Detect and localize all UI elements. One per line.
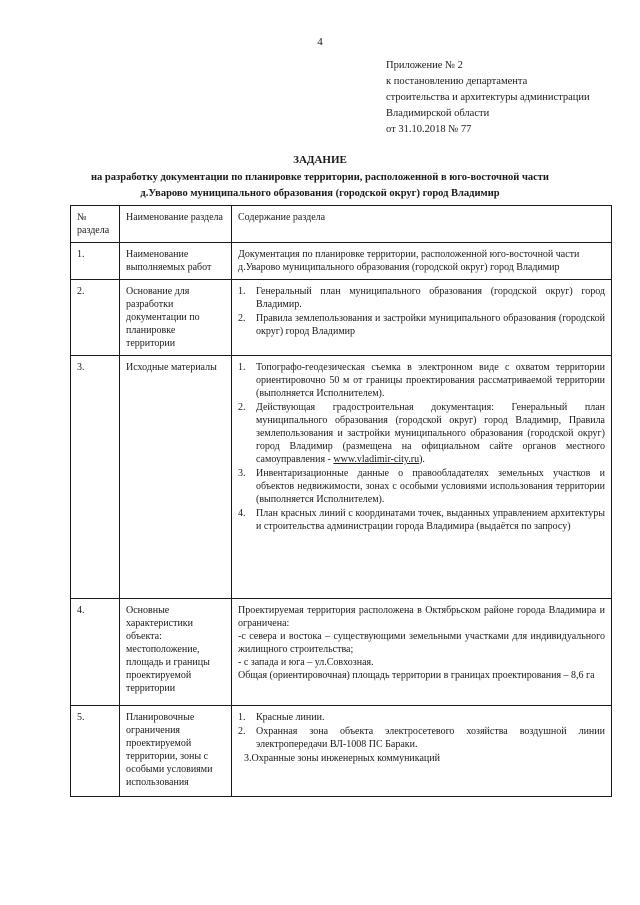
header-name: Наименование раздела	[120, 206, 232, 243]
list-item: 2. Действующая градостроительная документация: Генеральный план муниципального образования (городской округ) город Владимир, Правила землепользования и застройки муниципального образования (городской округ) город Владимир (размещена на официальном сайте органов местного самоуправления - www.vladimir-city.ru).	[238, 402, 605, 465]
appendix-line: к постановлению департамента	[386, 76, 528, 87]
content-line: Общая (ориентировочная) площадь территории в границах проектирования – 8,6 га	[238, 670, 595, 681]
table-row	[71, 706, 612, 797]
row-num: 5.	[71, 706, 120, 797]
list-item: 3. Инвентаризационные данные о правообладателях земельных участков и объектов недвижимости, зонах с особыми условиями использования территории (выполняется Исполнителем).	[238, 468, 605, 505]
table-row	[71, 243, 612, 280]
row-name: Основные характеристики объекта: местоположение, площадь и границы проектируемой территории	[120, 599, 232, 706]
subtitle-line: на разработку документации по планировке территории, расположенной в юго-восточной части	[91, 172, 549, 183]
content-line: -с севера и востока – существующими земельными участками для индивидуального жилищного строительства;	[238, 631, 605, 655]
content-list	[238, 285, 605, 338]
list-item: 2. Правила землепользования и застройки муниципального образования (городской округ) город Владимир	[238, 313, 605, 337]
row-content: Документация по планировке территории, расположенной юго-восточной части д.Уварово муниципального образования (городской округ) город Владимир	[232, 243, 612, 280]
task-table	[70, 205, 612, 797]
table-header-row	[71, 206, 612, 243]
content-line: - с запада и юга – ул.Совхозная.	[238, 657, 374, 668]
document-title: ЗАДАНИЕ	[293, 154, 347, 166]
page-number: 4	[317, 36, 323, 48]
content-list	[238, 711, 605, 751]
row-name: Планировочные ограничения проектируемой территории, зоны с особыми условиями использования	[120, 706, 232, 797]
row-name: Наименование выполняемых работ	[120, 243, 232, 280]
list-item: 1. Топографо-геодезическая съемка в электронном виде с охватом территории ориентировочно 50 м от границы проектирования рассматриваемой территории (выполняется Исполнителем).	[238, 362, 605, 399]
list-item-text: Действующая градостроительная документация: Генеральный план муниципального образования (городской округ) город Владимир, Правила землепользования и застройки муниципального образования (городской округ) город Владимир (размещена на официальном сайте органов местного самоуправления -	[256, 402, 605, 465]
list-item-end: ).	[419, 454, 425, 465]
header-content: Содержание раздела	[232, 206, 612, 243]
table-row	[71, 356, 612, 599]
appendix-line: Владимирской области	[386, 108, 490, 119]
content-line: Проектируемая территория расположена в Октябрьском районе города Владимира и ограничена:	[238, 605, 605, 629]
appendix-line: строительства и архитектуры администрации	[386, 92, 590, 103]
appendix-block	[386, 58, 626, 138]
row-num: 1.	[71, 243, 120, 280]
row-name: Исходные материалы	[120, 356, 232, 599]
row-content	[232, 280, 612, 356]
row-name: Основание для разработки документации по планировке территории	[120, 280, 232, 356]
list-item: 1. Красные линии.	[238, 712, 325, 723]
appendix-line: от 31.10.2018 № 77	[386, 124, 472, 135]
row-content	[232, 706, 612, 797]
row-content	[232, 356, 612, 599]
document-subtitle	[0, 170, 640, 202]
list-item: 1. Генеральный план муниципального образования (городской округ) город Владимир.	[238, 286, 605, 310]
table-row	[71, 280, 612, 356]
row-num: 4.	[71, 599, 120, 706]
row-content	[232, 599, 612, 706]
row-num: 3.	[71, 356, 120, 599]
subtitle-line: д.Уварово муниципального образования (городской округ) город Владимир	[140, 188, 500, 199]
list-item: 2. Охранная зона объекта электросетевого хозяйства воздушной линии электропередачи ВЛ-1008 ПС Бараки.	[238, 726, 605, 750]
appendix-line: Приложение № 2	[386, 60, 463, 71]
website-link[interactable]: www.vladimir-city.ru	[333, 454, 420, 465]
content-list	[238, 361, 605, 533]
table-row	[71, 599, 612, 706]
header-num: № раздела	[71, 206, 120, 243]
row-num: 2.	[71, 280, 120, 356]
content-line: 3.Охранные зоны инженерных коммуникаций	[244, 753, 440, 764]
list-item: 4. План красных линий с координатами точек, выданных управлением архитектуры и строительства администрации города Владимира (выдаётся по запросу)	[238, 508, 605, 532]
